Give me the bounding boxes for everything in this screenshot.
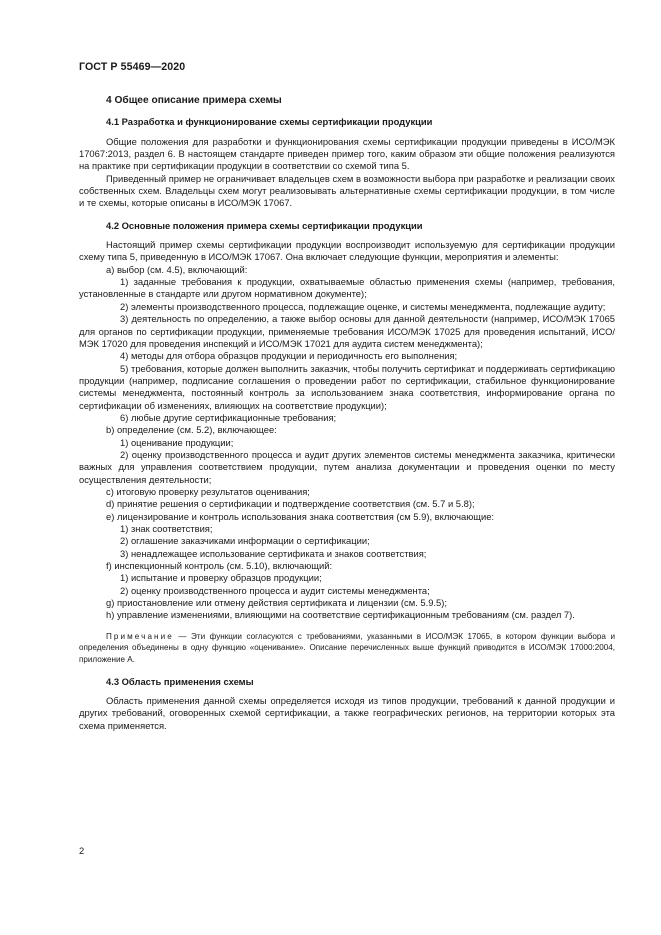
list-item-b2: 2) оценку производственного процесса и аудит других элементов системы менеджмента заказчика, критически важных для управления соответствием продукции, путем анализа документации и проведения оценки по месту осуществления деятельности; [79, 448, 615, 485]
list-item-b: b) определение (см. 5.2), включающее: [106, 424, 277, 436]
list-item-g: g) приостановление или отмену действия сертификата и лицензии (см. 5.9.5); [106, 597, 447, 609]
spacer [79, 622, 615, 631]
list-item-e1: 1) знак соответствия; [120, 523, 213, 534]
list-item-e2: 2) оглашение заказчиками информации о сертификации; [120, 535, 370, 547]
list-item-f2: 2) оценку производственного процесса и аудит системы менеджмента; [120, 584, 430, 596]
list-item-a5: 5) требования, которые должен выполнить заказчик, чтобы получить сертификат и поддерживать сертификацию продукции (например, подписание соглашения о проведении работ по сертификации, стабильное функционирование системы менеджмента, постоянный контроль за использованием знака соответствия, информирование органа по сертификации об изменениях, влияющих на соответствие продукции); [79, 362, 615, 411]
section-4-1-paragraph-1: Общие положения для разработки и функционирования схемы сертификации продукции приведены в ИСО/МЭК 17067:2013, раздел 6. В настоящем стандарте приведен пример того, каким образом эти общие положения реализуются на практике при сертификации продукции в соответствии со схемой типа 5. [79, 135, 615, 172]
list-item-f: f) инспекционный контроль (см. 5.10), включающий: [106, 560, 333, 572]
note-paragraph [79, 631, 615, 666]
list-item-a3: 3) деятельность по определению, а также выбор основы для данной деятельности (например, ИСО/МЭК 17065 для органов по сертификации продукции, применяемые требования ИСО/МЭК 17025 для проведения испытаний, ИСО/МЭК 17020 для проведения инспекций и ИСО/МЭК 17021 для аудита систем менеджмента); [79, 313, 615, 349]
list-item-f1: 1) испытание и проверку образцов продукции; [120, 572, 322, 584]
section-4-title: 4 Общее описание примера схемы [106, 95, 282, 106]
section-4-1-paragraph-2: Приведенный пример не ограничивает владельцев схем в возможности выбора при разработке и реализации своих собственных схем. Владельцы схем могут реализовывать альтернативные схемы сертификации продукции, в том числе и те схемы, которые описаны в ИСО/МЭК 17067. [79, 172, 615, 209]
list-item-e: е) лицензирование и контроль использования знака соответствия (см 5.9), включающие: [106, 510, 495, 522]
section-4-1-title: 4.1 Разработка и функционирование схемы сертификации продукции [106, 116, 433, 128]
page-number: 2 [79, 845, 85, 856]
list-item-a2: 2) элементы производственного процесса, подлежащие оценке, и системы менеджмента, подлежащие аудиту; [120, 300, 606, 312]
list-item-b1: 1) оценивание продукции; [120, 436, 234, 448]
section-4-2-title: 4.2 Основные положения примера схемы сертификации продукции [106, 219, 423, 231]
list-item-h: h) управление изменениями, влияющими на соответствие сертификационным требованиям (см. раздел 7). [106, 609, 575, 621]
list-item-a1: 1) заданные требования к продукции, охватываемые областью применения схемы (например, требования, установленные в стандарте или другом нормативном документе); [79, 276, 615, 300]
section-4-2-intro: Настоящий пример схемы сертификации продукции воспроизводит используемую для сертификации продукции схему типа 5, приведенную в ИСО/МЭК 17067. Она включает следующие функции, мероприятия и элементы: [79, 239, 615, 263]
list-item-a6: 6) любые другие сертификационные требования; [120, 411, 337, 423]
list-item-c: с) итоговую проверку результатов оценивания; [106, 485, 310, 497]
standard-header: ГОСТ Р 55469—2020 [79, 61, 186, 73]
note-text: — Эти функции согласуются с требованиями, указанными в ИСО/МЭК 17065, в котором функции выбора и определения объединены в одну функцию «оценивание». Описание перечисленных выше функций приводится в ИСО/МЭК 17000:2004, приложение А. [79, 631, 615, 664]
list-item-e3: 3) ненадлежащее использование сертификата и знаков соответствия; [120, 547, 427, 559]
list-item-d: d) принятие решения о сертификации и подтверждение соответствия (см. 5.7 и 5.8); [106, 498, 475, 510]
list-item-a: а) выбор (см. 4.5), включающий: [106, 263, 248, 275]
section-4-3-title: 4.3 Область применения схемы [106, 675, 254, 687]
note-label: Примечание [106, 631, 174, 641]
list-item-a4: 4) методы для отбора образцов продукции и периодичность его выполнения; [120, 350, 458, 362]
page-content [79, 95, 615, 732]
section-4-3-paragraph-1: Область применения данной схемы определяется исходя из типов продукции, требований к данной продукции и других требований, оговоренных схемой сертификации, а также географических регионов, на территории которых эта схема применяется. [79, 694, 615, 731]
